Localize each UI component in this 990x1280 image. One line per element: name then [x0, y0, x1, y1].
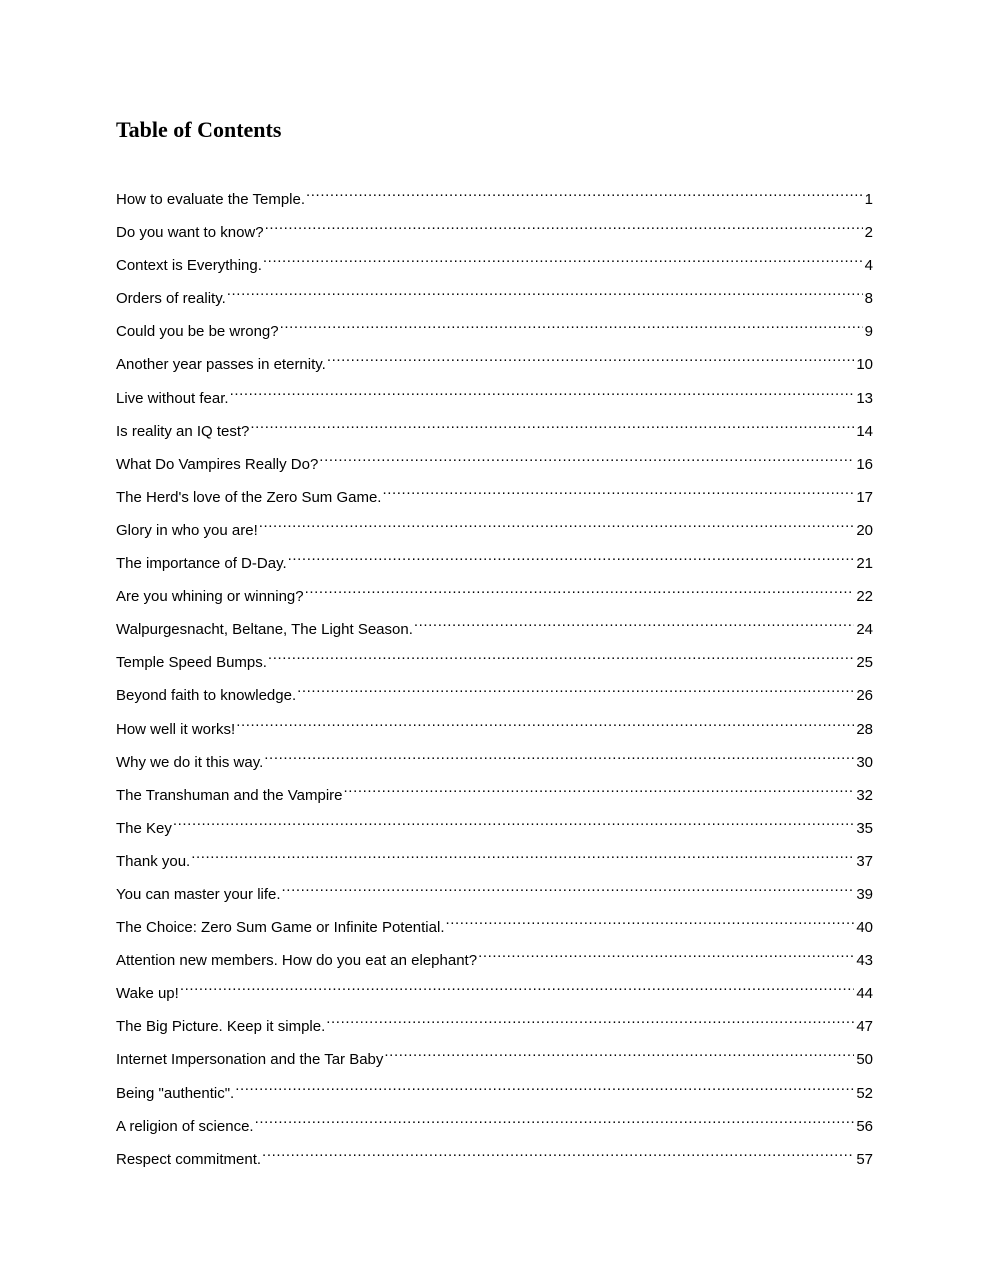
toc-entry-title: Could you be be wrong? — [116, 323, 279, 341]
toc-entry-page-number: 10 — [856, 356, 873, 374]
toc-entry[interactable] — [116, 244, 873, 277]
toc-dot-leader — [319, 443, 854, 469]
toc-entry-page-number: 13 — [856, 389, 873, 407]
toc-entry-title: Internet Impersonation and the Tar Baby — [116, 1051, 384, 1069]
toc-entry[interactable] — [116, 476, 873, 509]
toc-entry-title: You can master your life. — [116, 885, 281, 903]
toc-dot-leader — [255, 1105, 855, 1131]
toc-dot-leader — [305, 575, 855, 601]
toc-entry-page-number: 56 — [856, 1117, 873, 1135]
toc-entry-page-number: 21 — [856, 555, 873, 573]
toc-entry-page-number: 43 — [856, 952, 873, 970]
toc-dot-leader — [384, 1038, 854, 1064]
toc-dot-leader — [382, 476, 854, 502]
toc-entry-page-number: 44 — [856, 985, 873, 1003]
toc-entry[interactable] — [116, 840, 873, 873]
toc-entry[interactable] — [116, 178, 873, 211]
toc-dot-leader — [288, 542, 855, 568]
toc-entry[interactable] — [116, 807, 873, 840]
toc-entry-page-number: 14 — [856, 422, 873, 440]
toc-entry-title: Why we do it this way. — [116, 753, 264, 771]
toc-entry[interactable] — [116, 377, 873, 410]
toc-entry[interactable] — [116, 542, 873, 575]
toc-entry-title: Orders of reality. — [116, 290, 226, 308]
toc-entry-title: What Do Vampires Really Do? — [116, 455, 319, 473]
toc-dot-leader — [191, 840, 854, 866]
toc-entry[interactable] — [116, 575, 873, 608]
toc-entry-page-number: 28 — [856, 720, 873, 738]
toc-entry-page-number: 24 — [856, 621, 873, 639]
toc-entry[interactable] — [116, 1005, 873, 1038]
toc-entry-title: Do you want to know? — [116, 224, 264, 242]
toc-entry-page-number: 8 — [864, 290, 873, 308]
toc-entry-page-number: 47 — [856, 1018, 873, 1036]
toc-dot-leader — [262, 1138, 854, 1164]
toc-dot-leader — [250, 410, 854, 436]
toc-entry-page-number: 9 — [864, 323, 873, 341]
toc-dot-leader — [344, 774, 855, 800]
toc-entry-page-number: 4 — [864, 257, 873, 275]
toc-entry-title: Thank you. — [116, 852, 191, 870]
toc-entry-title: Beyond faith to knowledge. — [116, 687, 297, 705]
toc-entry-page-number: 25 — [856, 654, 873, 672]
toc-dot-leader — [306, 178, 863, 204]
toc-entry-title: Are you whining or winning? — [116, 588, 304, 606]
toc-entry-page-number: 30 — [856, 753, 873, 771]
toc-entry-page-number: 22 — [856, 588, 873, 606]
toc-entry[interactable] — [116, 1138, 873, 1171]
toc-heading: Table of Contents — [116, 117, 282, 142]
toc-entry-title: Attention new members. How do you eat an elephant? — [116, 952, 478, 970]
toc-entry-title: How to evaluate the Temple. — [116, 191, 306, 208]
toc-dot-leader — [326, 1005, 854, 1031]
toc-entry-title: How well it works! — [116, 720, 236, 738]
toc-entry-page-number: 57 — [856, 1150, 873, 1168]
toc-dot-leader — [227, 277, 863, 303]
toc-entry[interactable] — [116, 939, 873, 972]
toc-entry[interactable] — [116, 608, 873, 641]
toc-entry[interactable] — [116, 343, 873, 376]
toc-dot-leader — [235, 1072, 854, 1098]
toc-dot-leader — [280, 310, 863, 336]
toc-dot-leader — [445, 906, 854, 932]
toc-dot-leader — [263, 244, 863, 270]
toc-entry-title: Is reality an IQ test? — [116, 422, 250, 440]
toc-entry-title: The Big Picture. Keep it simple. — [116, 1018, 326, 1036]
toc-entry[interactable] — [116, 906, 873, 939]
toc-entry-page-number: 37 — [856, 852, 873, 870]
toc-entry-page-number: 2 — [864, 224, 873, 242]
toc-entry[interactable] — [116, 1072, 873, 1105]
toc-entry-title: Temple Speed Bumps. — [116, 654, 267, 672]
toc-entry[interactable] — [116, 873, 873, 906]
toc-entry-page-number: 26 — [856, 687, 873, 705]
toc-entry-page-number: 52 — [856, 1084, 873, 1102]
toc-dot-leader — [173, 807, 854, 833]
toc-entry-title: Another year passes in eternity. — [116, 356, 326, 374]
toc-entry[interactable] — [116, 211, 873, 244]
toc-dot-leader — [268, 641, 854, 667]
toc-entry-title: The Choice: Zero Sum Game or Infinite Potential. — [116, 919, 445, 937]
toc-entry-page-number: 1 — [864, 191, 873, 208]
toc-entry[interactable] — [116, 1038, 873, 1071]
toc-entry-title: Respect commitment. — [116, 1150, 262, 1168]
toc-entry-title: A religion of science. — [116, 1117, 254, 1135]
toc-dot-leader — [230, 377, 855, 403]
toc-entry-page-number: 16 — [856, 455, 873, 473]
toc-entry-title: The Transhuman and the Vampire — [116, 786, 343, 804]
toc-entry[interactable] — [116, 972, 873, 1005]
toc-dot-leader — [282, 873, 855, 899]
toc-entry[interactable] — [116, 774, 873, 807]
toc-entry[interactable] — [116, 708, 873, 741]
toc-entry[interactable] — [116, 277, 873, 310]
toc-entry[interactable] — [116, 1105, 873, 1138]
toc-entry[interactable] — [116, 741, 873, 774]
toc-entry[interactable] — [116, 443, 873, 476]
toc-entry-title: Being "authentic". — [116, 1084, 235, 1102]
toc-entry-page-number: 40 — [856, 919, 873, 937]
toc-entry-title: Context is Everything. — [116, 257, 262, 275]
toc-entry-title: The Herd's love of the Zero Sum Game. — [116, 488, 382, 506]
toc-entry-title: Walpurgesnacht, Beltane, The Light Season. — [116, 621, 413, 639]
toc-entry-page-number: 20 — [856, 521, 873, 539]
toc-entry[interactable] — [116, 310, 873, 343]
toc-dot-leader — [297, 674, 854, 700]
toc-entry[interactable] — [116, 641, 873, 674]
toc-dot-leader — [264, 741, 854, 767]
toc-list — [116, 178, 873, 1171]
toc-dot-leader — [478, 939, 854, 965]
toc-dot-leader — [327, 343, 854, 369]
toc-entry[interactable] — [116, 674, 873, 707]
toc-entry-page-number: 50 — [856, 1051, 873, 1069]
toc-dot-leader — [180, 972, 855, 998]
toc-entry-page-number: 39 — [856, 885, 873, 903]
toc-dot-leader — [414, 608, 854, 634]
toc-dot-leader — [259, 509, 855, 535]
toc-entry-title: Glory in who you are! — [116, 521, 258, 539]
toc-entry-title: Wake up! — [116, 985, 179, 1003]
toc-entry-page-number: 35 — [856, 819, 873, 837]
toc-entry[interactable] — [116, 410, 873, 443]
toc-entry-page-number: 32 — [856, 786, 873, 804]
toc-entry-title: Live without fear. — [116, 389, 229, 407]
toc-entry-title: The Key — [116, 819, 172, 837]
toc-entry[interactable] — [116, 509, 873, 542]
toc-entry-page-number: 17 — [856, 488, 873, 506]
toc-dot-leader — [265, 211, 863, 237]
toc-dot-leader — [236, 708, 854, 734]
toc-entry-title: The importance of D-Day. — [116, 555, 287, 573]
